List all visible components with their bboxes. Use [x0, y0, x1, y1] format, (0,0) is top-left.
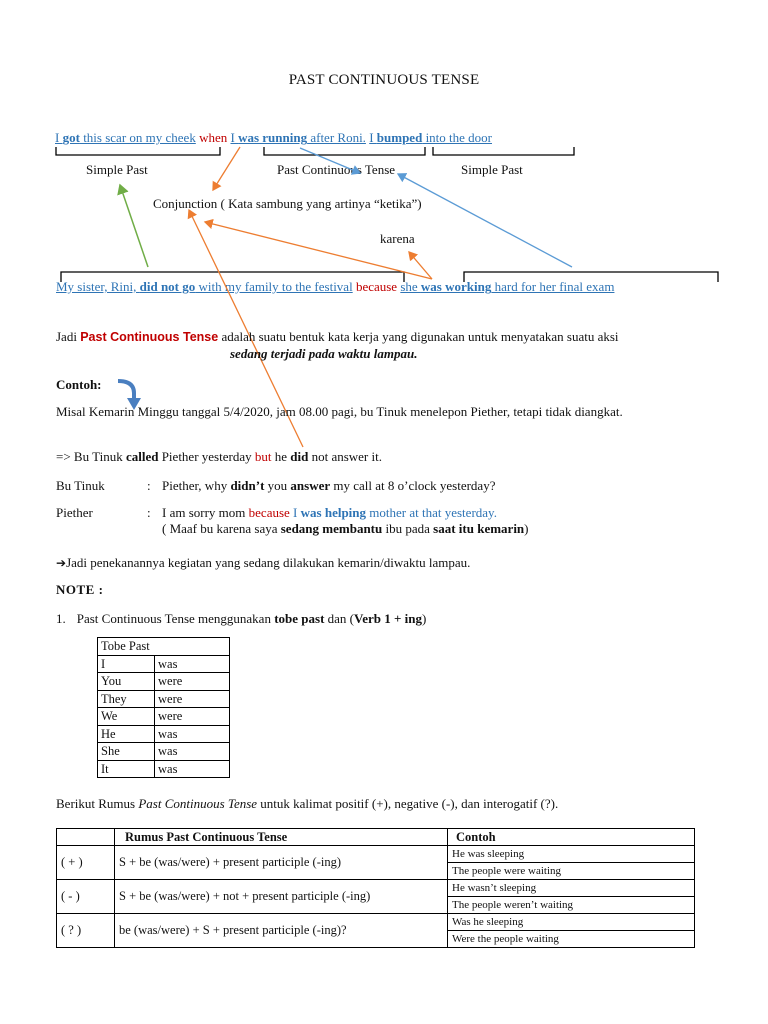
definition-line-2: sedang terjadi pada waktu lampau. [230, 346, 418, 361]
right-arrow-icon: ➔ [56, 556, 67, 570]
table-row [98, 638, 230, 656]
table-row: The people weren’t waiting [57, 897, 695, 914]
conjunction-when: when [199, 130, 228, 145]
table-row: He was [98, 725, 230, 743]
dialog-colon-1: : [147, 478, 151, 493]
tobe-table-header: Tobe Past [98, 638, 230, 656]
label-past-continuous: Past Continuous Tense [277, 162, 396, 177]
rumus-table [56, 828, 695, 948]
speaker-piether: Piether [56, 505, 93, 520]
formula-interrogative: be (was/were) + S + present participle (-ing)? [115, 914, 448, 948]
berikut-line: Berikut Rumus Past Continuous Tense untuk kalimat positif (+), negative (-), dan interogatif (?). [56, 796, 559, 811]
page-title: PAST CONTINUOUS TENSE [288, 72, 480, 88]
table-row: It was [98, 760, 230, 778]
example-english-line: => Bu Tinuk called Piether yesterday but he did not answer it. [56, 449, 382, 464]
emphasis-line: ➔Jadi penekanannya kegiatan yang sedang dilakukan kemarin/diwaktu lampau. [56, 555, 471, 570]
note-label: NOTE : [56, 582, 104, 597]
table-row: Were the people waiting [57, 931, 695, 948]
clause-simple-past-3: My sister, Rini, did not go with my family to the festival [56, 279, 353, 294]
curved-arrow-icon [0, 0, 768, 420]
dialog-colon-2: : [147, 505, 151, 520]
table-row: I was [98, 655, 230, 673]
table-row: They were [98, 690, 230, 708]
label-simple-past-1: Simple Past [86, 162, 148, 177]
conjunction-because: because [355, 279, 398, 294]
table-row [57, 829, 695, 846]
formula-negative: S + be (was/were) + not + present participle (-ing) [115, 880, 448, 914]
rumus-header-contoh: Contoh [448, 829, 695, 846]
label-simple-past-2: Simple Past [461, 162, 523, 177]
rumus-header-formula: Rumus Past Continuous Tense [115, 829, 448, 846]
table-row: We were [98, 708, 230, 726]
table-row: ( ? ) be (was/were) + S + present participle (-ing)? Was he sleeping [57, 914, 695, 931]
label-karena: karena [380, 231, 415, 246]
speaker-bu-tinuk: Bu Tinuk [56, 478, 105, 493]
clause-simple-past-2: I bumped into the door [369, 130, 492, 145]
clause-past-continuous-2: she was working hard for her final exam [400, 279, 615, 294]
table-row: The people were waiting [57, 863, 695, 880]
formula-positive: S + be (was/were) + present participle (-ing) [115, 846, 448, 880]
table-row: ( - ) S + be (was/were) + not + present participle (-ing) He wasn’t sleeping [57, 880, 695, 897]
clause-past-continuous: I was running after Roni. [230, 130, 366, 145]
label-conjunction: Conjunction ( Kata sambung yang artinya “ketika”) [153, 196, 422, 211]
sign-interrogative: ( ? ) [57, 914, 115, 948]
table-row: ( + ) S + be (was/were) + present participle (-ing) He was sleeping [57, 846, 695, 863]
definition-line-1: Jadi Past Continuous Tense adalah suatu bentuk kata kerja yang digunakan untuk menyatakan suatu aksi [56, 329, 619, 344]
table-row: She was [98, 743, 230, 761]
misal-paragraph: Misal Kemarin Minggu tanggal 5/4/2020, jam 08.00 pagi, bu Tinuk menelepon Piether, tetapi tidak diangkat. [56, 404, 623, 419]
dialog-line-2: I am sorry mom because I was helping mother at that yesterday. [162, 505, 497, 520]
dialog-line-1: Piether, why didn’t you answer my call at 8 o’clock yesterday? [162, 478, 496, 493]
note-item-1: 1. Past Continuous Tense menggunakan tobe past dan (Verb 1 + ing) [56, 611, 427, 626]
table-row: You were [98, 673, 230, 691]
tobe-past-table [97, 637, 230, 778]
contoh-label: Contoh: [56, 377, 102, 392]
definition-term: Past Continuous Tense [80, 330, 219, 344]
dialog-translation: ( Maaf bu karena saya sedang membantu ibu pada saat itu kemarin) [162, 521, 529, 536]
sign-positive: ( + ) [57, 846, 115, 880]
clause-simple-past-1: I got this scar on my cheek [55, 130, 196, 145]
sign-negative: ( - ) [57, 880, 115, 914]
